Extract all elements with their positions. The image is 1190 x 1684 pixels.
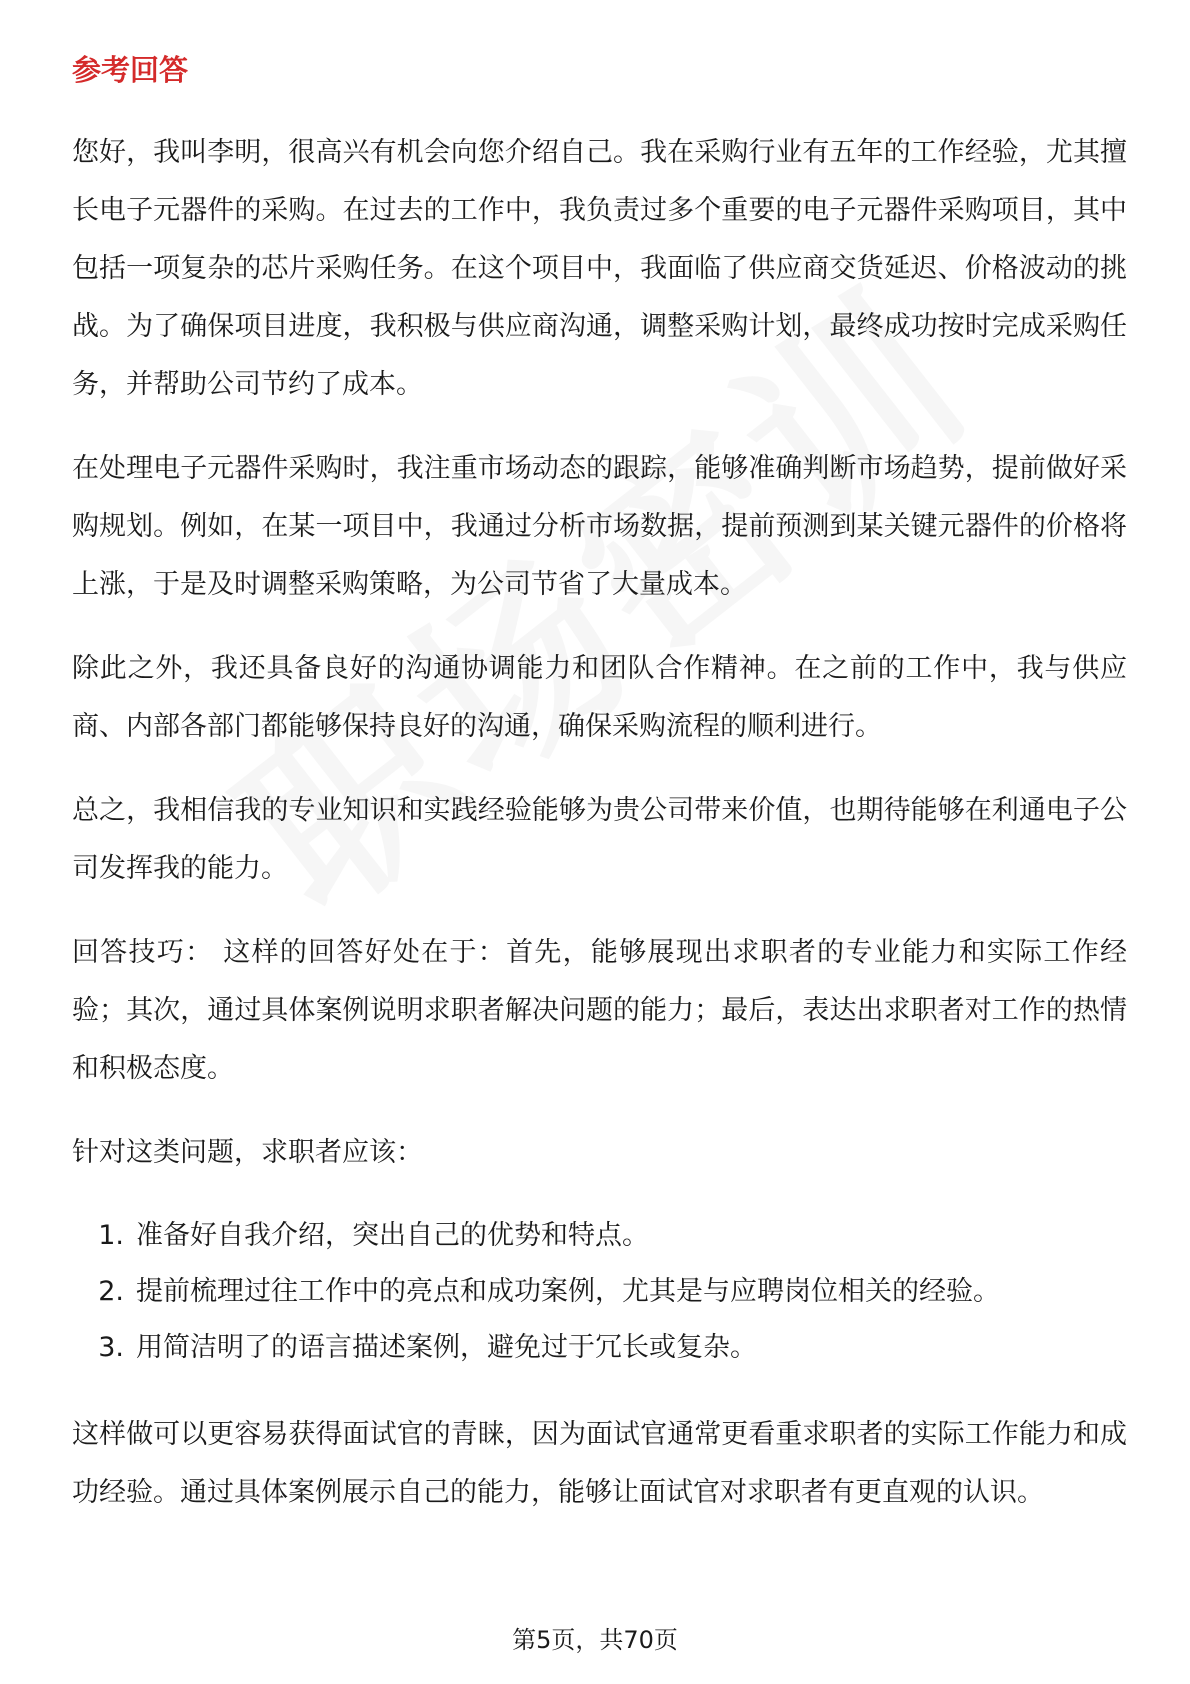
list-number: 1. bbox=[98, 1220, 124, 1251]
paragraph-closing: 这样做可以更容易获得面试官的青睐，因为面试官通常更看重求职者的实际工作能力和成功经验。通过具体案例展示自己的能力，能够让面试官对求职者有更直观的认识。 bbox=[72, 1419, 1127, 1508]
paragraph-summary: 总之，我相信我的专业知识和实践经验能够为贵公司带来价值，也期待能够在利通电子公司发挥我的能力。 bbox=[72, 795, 1127, 884]
list-text: 用简洁明了的语言描述案例，避免过于冗长或复杂。 bbox=[136, 1332, 757, 1363]
section-heading: 参考回答 bbox=[72, 53, 189, 87]
paragraph-communication: 除此之外，我还具备良好的沟通协调能力和团队合作精神。在之前的工作中，我与供应商、内部各部门都能够保持良好的沟通，确保采购流程的顺利进行。 bbox=[72, 653, 1127, 742]
page-number-footer: 第5页，共70页 bbox=[512, 1626, 678, 1654]
paragraph-intro: 您好，我叫李明，很高兴有机会向您介绍自己。我在采购行业有五年的工作经验，尤其擅长电子元器件的采购。在过去的工作中，我负责过多个重要的电子元器件采购项目，其中包括一项复杂的芯片采购任务。在这个项目中，我面临了供应商交货延迟、价格波动的挑战。为了确保项目进度，我积极与供应商沟通，调整采购计划，最终成功按时完成采购任务，并帮助公司节约了成本。 bbox=[72, 137, 1127, 400]
list-text: 提前梳理过往工作中的亮点和成功案例，尤其是与应聘岗位相关的经验。 bbox=[136, 1276, 1000, 1307]
paragraph-tips: 回答技巧： 这样的回答好处在于：首先，能够展现出求职者的专业能力和实际工作经验；其次，通过具体案例说明求职者解决问题的能力；最后，表达出求职者对工作的热情和积极态度。 bbox=[72, 937, 1127, 1084]
list-number: 3. bbox=[98, 1332, 124, 1363]
advice-list bbox=[72, 1208, 1127, 1376]
list-item bbox=[72, 1320, 1127, 1376]
paragraph-market: 在处理电子元器件采购时，我注重市场动态的跟踪，能够准确判断市场趋势，提前做好采购规划。例如，在某一项目中，我通过分析市场数据，提前预测到某关键元器件的价格将上涨，于是及时调整采购策略，为公司节省了大量成本。 bbox=[72, 453, 1127, 600]
list-text: 准备好自我介绍，突出自己的优势和特点。 bbox=[136, 1220, 649, 1251]
list-item bbox=[72, 1264, 1127, 1320]
content-area bbox=[72, 50, 1127, 1548]
list-item bbox=[72, 1208, 1127, 1264]
paragraph-advice-intro: 针对这类问题，求职者应该： bbox=[72, 1137, 423, 1168]
list-number: 2. bbox=[98, 1276, 124, 1307]
